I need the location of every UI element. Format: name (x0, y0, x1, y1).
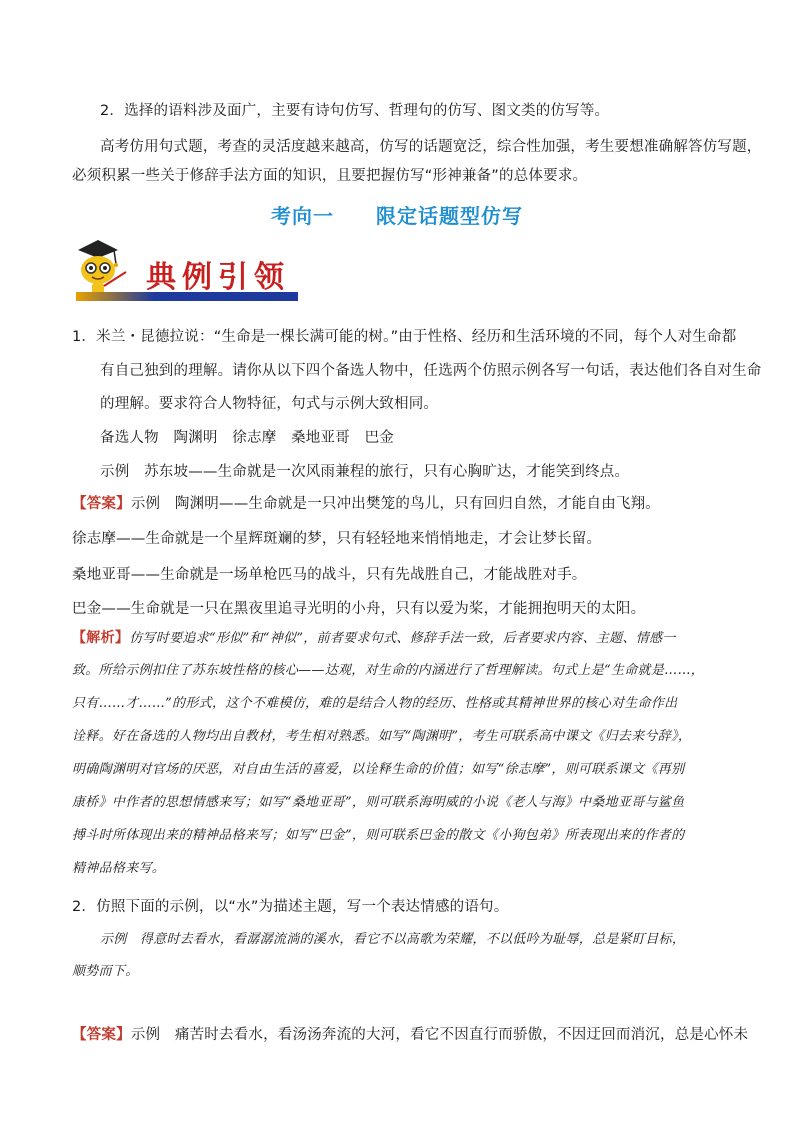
q1-analysis-3: 只有……才……”的形式，这个不难模仿，难的是结合人物的经历、性格或其精神世界的核心对生命作出 (72, 696, 678, 711)
q1-analysis-6: 康桥》中作者的思想情感来写；如写“桑地亚哥”，则可联系海明威的小说《老人与海》中桑地亚哥与鲨鱼 (72, 795, 685, 810)
q2-example-2: 顺势而下。 (72, 964, 139, 979)
answer-tag: 【答案】 (72, 1027, 131, 1043)
banner-title: 典例引领 (146, 260, 290, 295)
q1-analysis-7: 搏斗时所体现出来的精神品格来写；如写“巴金”，则可联系巴金的散文《小狗包弟》所表现出来的作者的 (72, 828, 685, 843)
q1-analysis-4: 诠释。好在备选的人物均出自教材，考生相对熟悉。如写“陶渊明”，考生可联系高中课文《归去来兮辞》， (72, 729, 692, 744)
q2-answer-1: 示例 痛苦时去看水，看汤汤奔流的大河，看它不因直行而骄傲，不因迂回而消沉，总是心怀未 (130, 1027, 749, 1043)
q1-analysis-line-1 (72, 628, 732, 649)
intro-paragraph-2-line-1: 高考仿用句式题，考查的灵活度越来越高，仿写的话题宽泛，综合性加强，考生要想准确解答仿写题， (100, 139, 762, 155)
q1-answer-3: 桑地亚哥——生命就是一场单枪匹马的战斗，只有先战胜自己，才能战胜对手。 (72, 567, 587, 583)
intro-paragraph-1: 2．选择的语料涉及面广，主要有诗句仿写、哲理句的仿写、图文类的仿写等。 (100, 103, 610, 119)
q1-line-1: 1．米兰・昆德拉说：“生命是一棵长满可能的树。”由于性格、经历和生活环境的不同，每个人对生命都 (72, 329, 737, 345)
answer-tag: 【答案】 (72, 496, 131, 512)
q1-analysis-8: 精神品格来写。 (72, 861, 166, 876)
q1-answer-4: 巴金——生命就是一只在黑夜里追寻光明的小舟，只有以爱为桨，才能拥抱明天的太阳。 (72, 601, 646, 617)
q1-analysis-2: 致。所给示例扣住了苏东坡性格的核心——达观，对生命的内涵进行了哲理解读。句式上是“生命就是……， (72, 663, 705, 678)
q2-example-1: 示例 得意时去看水，看潺潺流淌的溪水，看它不以高歌为荣耀，不以低吟为耻辱，总是紧盯目标， (100, 932, 686, 947)
section-title: 限定话题型仿写 (376, 204, 523, 228)
q1-answer-1: 示例 陶渊明——生命就是一只冲出樊笼的鸟儿，只有回归自然，才能自由飞翔。 (130, 496, 661, 512)
q1-analysis-5: 明确陶渊明对官场的厌恶，对自由生活的喜爱，以诠释生命的价值；如写“徐志摩”，则可联系课文《再别 (72, 762, 685, 777)
section-heading (0, 200, 794, 229)
q1-answer-line-1 (72, 494, 732, 514)
section-number: 考向一 (271, 204, 334, 228)
example-banner (68, 236, 298, 306)
q2-line-1: 2．仿照下面的示例，以“水”为描述主题，写一个表达情感的语句。 (72, 899, 509, 915)
q1-line-2: 有自己独到的理解。请你从以下四个备选人物中，任选两个仿照示例各写一句话，表达他们各自对生命 (100, 363, 762, 379)
q1-analysis-1: 仿写时要追求“形似”和“神似”，前者要求句式、修辞手法一致，后者要求内容、主题、情感一 (129, 631, 676, 646)
q1-example: 示例 苏东坡——生命就是一次风雨兼程的旅行，只有心胸旷达，才能笑到终点。 (100, 464, 630, 480)
q1-line-3: 的理解。要求符合人物特征，句式与示例大致相同。 (100, 396, 439, 412)
q2-answer-line-1 (72, 1025, 749, 1045)
q1-answer-2: 徐志摩——生命就是一个星辉斑斓的梦，只有轻轻地来悄悄地走，才会让梦长留。 (72, 531, 602, 547)
q1-candidates: 备选人物 陶渊明 徐志摩 桑地亚哥 巴金 (100, 430, 394, 446)
analysis-tag: 【解析】 (72, 630, 130, 646)
intro-paragraph-2-line-2: 必须积累一些关于修辞手法方面的知识，且要把握仿写“形神兼备”的总体要求。 (72, 168, 588, 184)
